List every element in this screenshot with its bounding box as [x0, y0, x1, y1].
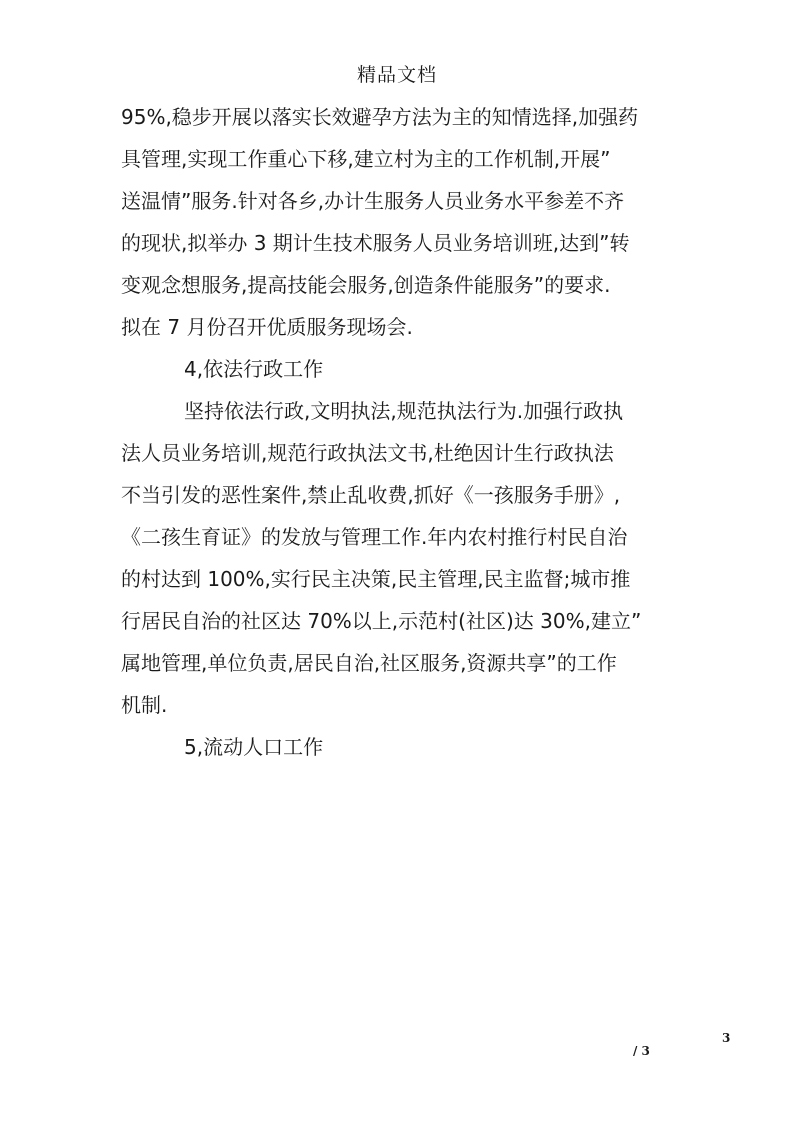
paragraph-line: 的现状,拟举办 3 期计生技术服务人员业务培训班,达到”转	[121, 231, 630, 255]
paragraph-line: 行居民自治的社区达 70%以上,示范村(社区)达 30%,建立”	[121, 609, 642, 633]
paragraph-line: 机制.	[121, 693, 168, 717]
paragraph-line: 具管理,实现工作重心下移,建立村为主的工作机制,开展”	[121, 147, 611, 171]
page-header-title: 精品文档	[356, 64, 437, 86]
paragraph-line: 拟在 7 月份召开优质服务现场会.	[121, 315, 413, 339]
page-number: 3	[722, 1031, 731, 1045]
paragraph-line: 的村达到 100%,实行民主决策,民主管理,民主监督;城市推	[121, 567, 631, 591]
paragraph-line: 送温情”服务.针对各乡,办计生服务人员业务水平参差不齐	[121, 189, 625, 213]
paragraph-line: 不当引发的恶性案件,禁止乱收费,抓好《一孩服务手册》,	[121, 483, 621, 507]
paragraph-line: 95%,稳步开展以落实长效避孕方法为主的知情选择,加强药	[121, 105, 639, 129]
paragraph-line: 法人员业务培训,规范行政执法文书,杜绝因计生行政执法	[121, 441, 614, 465]
paragraph-line: 变观念想服务,提高技能会服务,创造条件能服务”的要求.	[121, 273, 611, 297]
paragraph-line: 坚持依法行政,文明执法,规范执法行为.加强行政执	[184, 399, 624, 423]
section-heading: 5,流动人口工作	[184, 735, 324, 759]
paragraph-line: 属地管理,单位负责,居民自治,社区服务,资源共享”的工作	[121, 651, 617, 675]
paragraph-line: 《二孩生育证》的发放与管理工作.年内农村推行村民自治	[121, 525, 628, 549]
section-heading: 4,依法行政工作	[184, 357, 324, 381]
page-count: / 3	[633, 1044, 650, 1058]
